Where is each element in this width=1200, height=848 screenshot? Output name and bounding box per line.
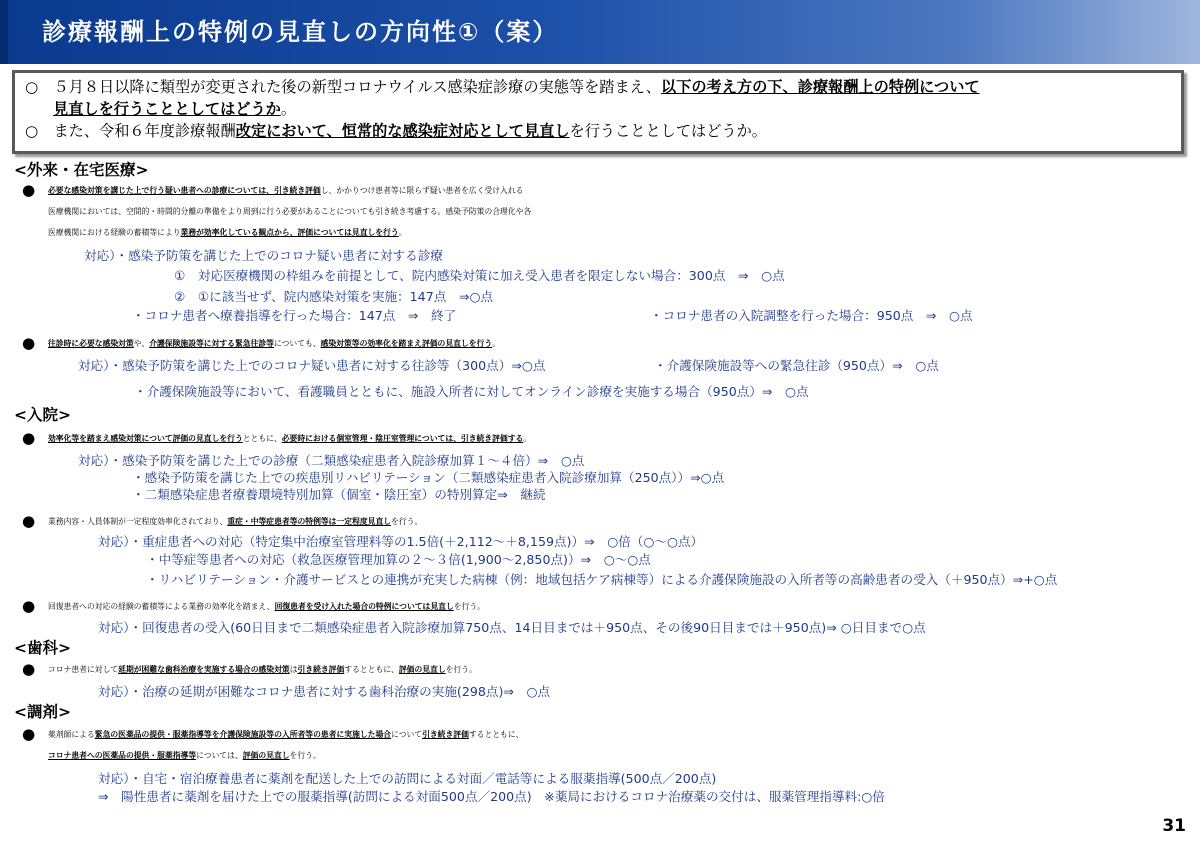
summary-line-1: ○ ５月８日以降に類型が変更された後の新型コロナウイルス感染症診療の実態等を踏まえ、以下の考え方の下、診療報酬上の特例について <box>25 78 980 96</box>
response-2-line-1b: ・介護保険施設等への緊急往診（950点）⇒ ○点 <box>654 358 939 373</box>
page-number: 31 <box>1162 816 1186 836</box>
response-3-line-1: 対応）・感染予防策を講じた上での診療（二類感染症患者入院診療加算１～４倍）⇒ ○点 <box>78 453 585 468</box>
response-5-line-1: 対応）・回復患者の受入(60日目まで二類感染症患者入院診療加算750点、14日目までは＋950点、その後90日目までは＋950点)⇒ ○日目まで○点 <box>98 620 926 635</box>
bullet-outpatient-2: ● 往診時に必要な感染対策や、介護保険施設等に対する緊急往診等についても、感染対策等の効率化を踏まえ評価の見直しを行う。 <box>22 334 500 352</box>
response-4-line-2: ・中等症等患者への対応（救急医療管理加算の２～３倍(1,900～2,850点)）⇒ ○～○点 <box>146 552 651 567</box>
response-1-line-4a: ・コロナ患者へ療養指導を行った場合：147点 ⇒ 終了 <box>132 308 457 323</box>
response-2-line-1a: 対応）・感染予防策を講じた上でのコロナ疑い患者に対する往診等（300点）⇒○点 <box>78 358 546 373</box>
summary-box <box>12 70 1184 154</box>
bullet-icon: ● <box>22 334 36 352</box>
response-1-line-2: ① 対応医療機関の枠組みを前提として、院内感染対策に加え受入患者を限定しない場合：300点 ⇒ ○点 <box>174 268 785 283</box>
bullet-icon: ● <box>22 660 36 678</box>
response-7-line-1: 対応）・自宅・宿泊療養患者に薬剤を配送した上での訪問による対面／電話等による服薬指導(500点／200点) <box>98 771 717 786</box>
bullet-icon: ● <box>22 597 36 615</box>
response-7-line-2: ⇒ 陽性患者に薬剤を届けた上での服薬指導(訪問による対面500点／200点) ※薬局におけるコロナ治療薬の交付は、服薬管理指導料:○倍 <box>98 789 885 804</box>
bullet-inpatient-3: ● 回復患者への対応の経験の蓄積等による業務の効率化を踏まえ、回復患者を受け入れた場合の特例については見直しを行う。 <box>22 597 485 615</box>
bullet-icon: ● <box>22 725 36 743</box>
response-1-line-3: ② ①に該当せず、院内感染対策を実施：147点 ⇒○点 <box>174 289 494 304</box>
response-1-line-4b: ・コロナ患者の入院調整を行った場合：950点 ⇒ ○点 <box>650 308 973 323</box>
bullet-icon: ● <box>22 429 36 447</box>
response-4-line-3: ・リハビリテーション・介護サービスとの連携が充実した病棟（例：地域包括ケア病棟等）による介護保険施設の入所者等の高齢患者の受入（＋950点）⇒+○点 <box>146 572 1058 587</box>
bullet-icon: ● <box>22 512 36 530</box>
bullet-icon: ● <box>22 181 36 199</box>
section-dental: <歯科> <box>14 639 71 657</box>
title-accent-bar <box>0 0 8 64</box>
response-1-line-1: 対応）・感染予防策を講じた上でのコロナ疑い患者に対する診療 <box>84 248 443 263</box>
bullet-inpatient-1: ● 効率化等を踏まえ感染対策について評価の見直しを行うとともに、必要時における個室管理・陰圧室管理については、引き続き評価する。 <box>22 429 532 447</box>
section-dispensing: <調剤> <box>14 703 71 721</box>
bullet-inpatient-2: ● 業務内容・人員体制が一定程度効率化されており、重症・中等症患者等の特例等は一定程度見直しを行う。 <box>22 512 423 530</box>
summary-line-2: 見直しを行うこととしてはどうか。 <box>53 100 296 118</box>
bullet-dispensing-1: ● 薬剤師による緊急の医薬品の提供・服薬指導等を介護保険施設等の入所者等の患者に実施した場合について引き続き評価するとともに、 コロナ患者への医薬品の提供・服薬指導等については、評価の見直しを行う。 <box>22 725 524 760</box>
response-3-line-2: ・感染予防策を講じた上での疾患別リハビリテーション（二類感染症患者入院診療加算（250点））⇒○点 <box>132 470 725 485</box>
response-3-line-3: ・二類感染症患者療養環境特別加算（個室・陰圧室）の特別算定⇒ 継続 <box>132 487 546 502</box>
bullet-outpatient-1: ● 必要な感染対策を講じた上で行う疑い患者への診療については、引き続き評価し、かかりつけ患者等に限らず疑い患者を広く受け入れる 医療機関においては、空間的・時間的分離の準備をより周到に行う必要があることについても引き続き考慮する。感染予防策の合理化や各 医療機関における経験の蓄積等により業務が効率化している観点から、評価については見直しを行う。 <box>22 181 532 237</box>
section-outpatient: <外来・在宅医療> <box>14 161 149 179</box>
response-4-line-1: 対応）・重症患者への対応（特定集中治療室管理料等の1.5倍(＋2,112～＋8,159点)）⇒ ○倍（○～○点） <box>98 534 704 549</box>
section-inpatient: <入院> <box>14 406 71 424</box>
response-2-line-2: ・介護保険施設等において、看護職員とともに、施設入所者に対してオンライン診療を実施する場合（950点）⇒ ○点 <box>134 384 809 399</box>
title-banner <box>0 0 1200 64</box>
page-title: 診療報酬上の特例の見直しの方向性①（案） <box>42 18 559 46</box>
summary-line-3: ○ また、令和６年度診療報酬改定において、恒常的な感染症対応として見直しを行うこととしてはどうか。 <box>25 122 767 140</box>
response-6-line-1: 対応）・治療の延期が困難なコロナ患者に対する歯科治療の実施(298点)⇒ ○点 <box>98 684 551 699</box>
bullet-dental-1: ● コロナ患者に対して延期が困難な歯科治療を実施する場合の感染対策は引き続き評価するとともに、評価の見直しを行う。 <box>22 660 477 678</box>
